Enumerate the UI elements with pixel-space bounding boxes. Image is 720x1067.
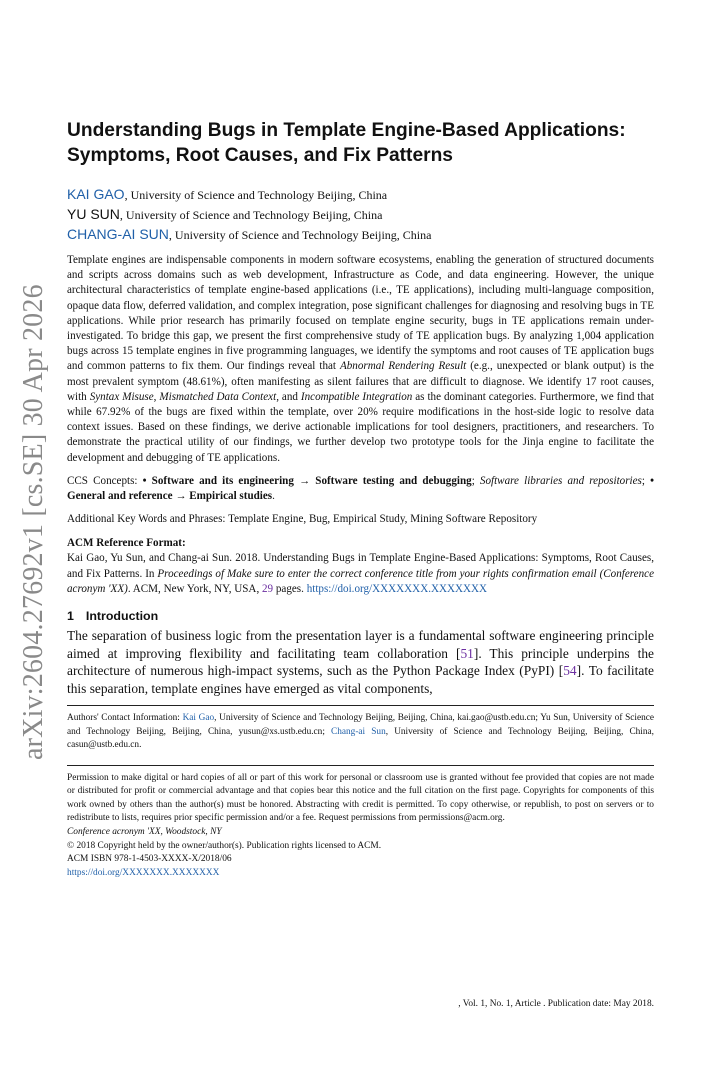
body-text: ]. This principle underpins the architecture of numerous high-impact systems, such as the Python Package Index (PyPI) [ (67, 645, 654, 679)
section-heading (67, 609, 654, 623)
section-title: Introduction (85, 609, 159, 624)
ccs-period: . (272, 490, 275, 503)
author-contact-info (67, 712, 654, 752)
abstract-emphasis: Abnormal Rendering Result (339, 360, 467, 373)
doi-line (67, 867, 654, 881)
reference-format (67, 551, 654, 597)
author-affiliation: , University of Science and Technology Beijing, China (119, 208, 383, 222)
abstract (67, 253, 654, 466)
reference-text: pages. (273, 582, 307, 595)
ccs-separator: ; (471, 474, 480, 487)
author-name[interactable]: CHANG-AI SUN (67, 226, 169, 242)
author-entry (67, 205, 654, 225)
keywords: Additional Key Words and Phrases: Template Engine, Bug, Empirical Study, Mining Software Repository (67, 513, 538, 526)
author-list (67, 185, 654, 245)
reference-text: . ACM, New York, NY, USA, (127, 582, 262, 595)
contact-text: , University of Science and Technology Beijing, Beijing, China, casun@ustb.edu.cn. (67, 726, 654, 751)
contact-text: Authors' Contact Information: (67, 713, 183, 724)
abstract-text: (e.g., unexpected or blank output) is the most prevalent symptom (48.61%), often manifesting as silent failures that are difficult to diagnose. We identify 17 root causes, with (67, 360, 654, 403)
author-name: YU SUN (67, 206, 120, 222)
reference-venue: Proceedings of Make sure to enter the correct conference title from your rights confirmation email (Conference acronym 'XX) (67, 567, 654, 595)
divider (67, 765, 654, 766)
ccs-concept: Software libraries and repositories (479, 474, 642, 487)
paper-page (67, 118, 654, 880)
conference-name (67, 826, 654, 840)
page-footer: , Vol. 1, No. 1, Article . Publication date: May 2018. (458, 999, 654, 1009)
arxiv-identifier: arXiv:2604.27692v1 [cs.SE] 30 Apr 2026 (18, 284, 49, 760)
ccs-separator: ; (641, 474, 651, 487)
author-link[interactable]: Kai Gao (182, 713, 215, 724)
page-count-link[interactable]: 29 (262, 582, 274, 595)
intro-paragraph (67, 627, 654, 697)
citation-link[interactable]: 51 (460, 645, 474, 661)
section-number: 1 (67, 609, 74, 624)
reference-text: Kai Gao, Yu Sun, and Chang-ai Sun. 2018. Understanding Bugs in Template Engine-Based Applications: Symptoms, Root Causes, and Fix Patterns. In (67, 552, 654, 580)
abstract-text: , and (276, 390, 301, 403)
abstract-emphasis: Syntax Misuse (89, 390, 154, 403)
permission-text: Permission to make digital or hard copies of all or part of this work for personal or classroom use is granted without fee provided that copies are not made or distributed for profit or commercial advantage and that copies bear this notice and the full citation on the first page. Copyrights for components of this work owned by others than the author(s) must be honored. Abstracting with credit is permitted. To copy otherwise, or republish, to post on servers or to redistribute to lists, requires prior specific permission and/or a fee. Request permissions from permissions@acm.org. (67, 772, 654, 824)
author-link[interactable]: Chang-ai Sun (331, 726, 386, 737)
divider (67, 705, 654, 706)
author-entry (67, 225, 654, 245)
permission-block (67, 772, 654, 881)
doi-link[interactable]: https://doi.org/XXXXXXX.XXXXXXX (67, 867, 220, 878)
paper-title: Understanding Bugs in Template Engine-Based Applications: Symptoms, Root Causes, and Fix Patterns (67, 120, 626, 166)
author-affiliation: , University of Science and Technology Beijing, China (168, 228, 432, 242)
citation-link[interactable]: 54 (563, 663, 577, 679)
body-text: ]. To facilitate this separation, template engines have emerged as vital components, (67, 663, 654, 696)
ccs-concept: • General and reference → Empirical studies (67, 474, 654, 503)
abstract-emphasis: Mismatched Data Context (159, 390, 277, 403)
copyright-line: © 2018 Copyright held by the owner/author(s). Publication rights licensed to ACM. (67, 840, 382, 851)
author-name[interactable]: KAI GAO (67, 186, 125, 202)
abstract-text: , (153, 390, 160, 403)
author-affiliation: , University of Science and Technology Beijing, China (124, 188, 388, 202)
reference-format-heading: ACM Reference Format: (67, 537, 186, 550)
abstract-text: as the dominant categories. Furthermore, we find that while 67.92% of the bugs are fixed within the template, over 20% require modifications in the host-side logic to resolve data context issues. Based on these findings, we derive actionable implications for tool designers, practitioners, and researchers. To demonstrate the practical utility of our findings, we further develop two prototype tools for the Jinja engine to facilitate the development and debugging of TE applications. (67, 390, 655, 464)
contact-text: , University of Science and Technology Beijing, Beijing, China, kai.gao@ustb.edu.cn; Yu Sun, University of Science and Technology Beijing, Beijing, China, yusun@xs.ustb.edu.cn; (67, 713, 654, 737)
abstract-emphasis: Incompatible Integration (300, 390, 413, 403)
body-text: The separation of business logic from the presentation layer is a fundamental software engineering principle aimed at improving flexibility and facilitating team collaboration [ (67, 628, 654, 661)
ccs-label: CCS Concepts: (67, 474, 143, 487)
ccs-concept: • Software and its engineering → Software testing and debugging (142, 474, 472, 487)
ccs-concepts (67, 474, 654, 504)
isbn-line: ACM ISBN 978-1-4503-XXXX-X/2018/06 (67, 854, 232, 865)
author-entry (67, 185, 654, 205)
abstract-text: Template engines are indispensable components in modern software ecosystems, enabling the generation of structured documents and scripts across domains such as web development, Infrastructure as Code, and data engineering. However, the unique architectural characteristics of template engine-based applications (i.e., TE applications), including multi-language composition, opaque data flow, deferred validation, and complex integration, pose significant challenges for diagnosing and resolving bugs in TE applications. While prior research has primarily focused on template engine security, bugs in TE applications remain under-investigated. To bridge this gap, we present the first comprehensive study of TE application bugs. By analyzing 1,004 application bugs across 15 template engines in five programming languages, we identify the symptoms and root causes of TE application bugs and common patterns to fix them. Our findings reveal that (67, 254, 654, 373)
conference-label: Conference acronym 'XX, Woodstock, NY (67, 827, 222, 838)
doi-link[interactable]: https://doi.org/XXXXXXX.XXXXXXX (306, 582, 488, 595)
